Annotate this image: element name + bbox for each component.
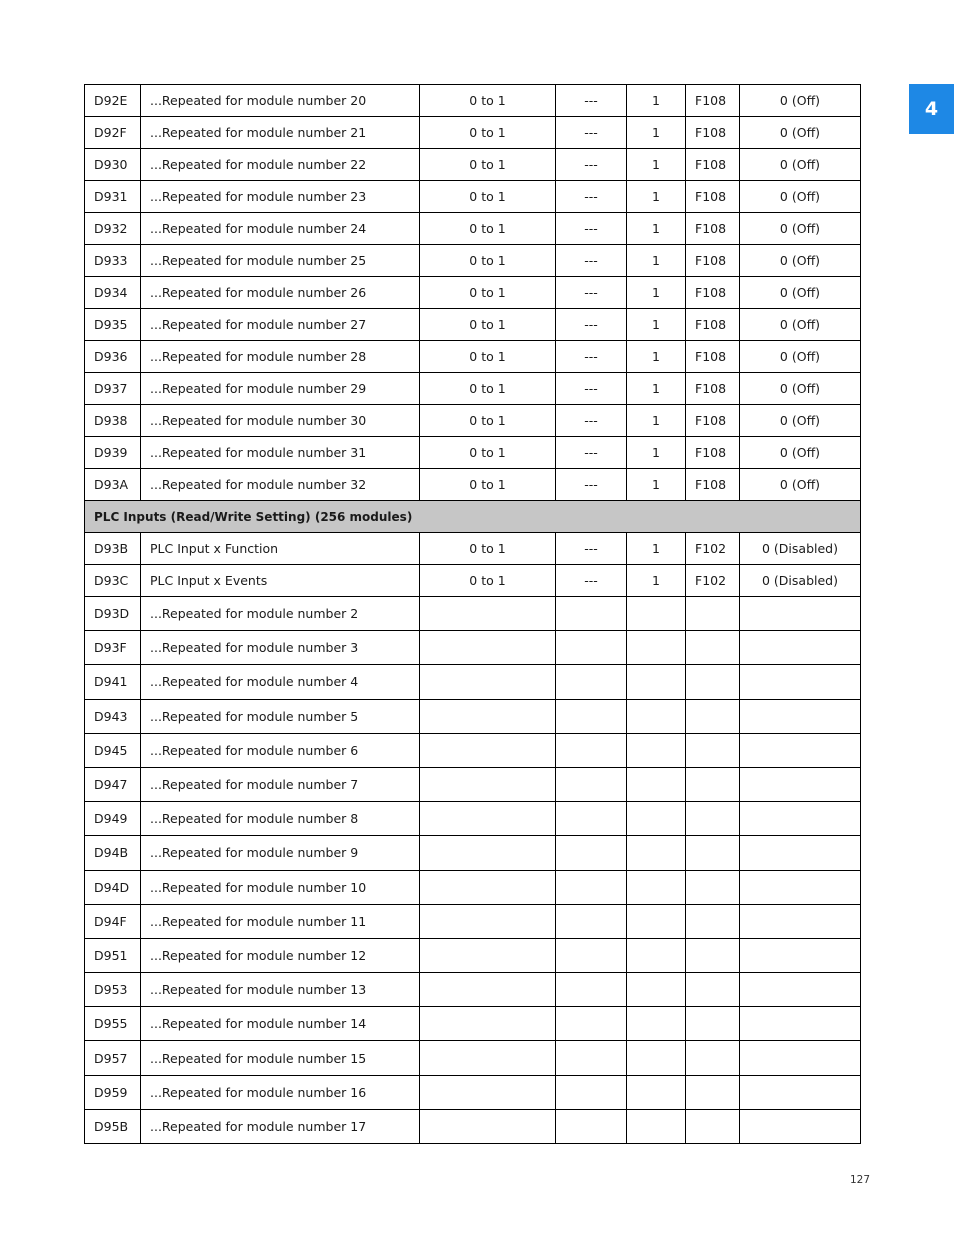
register-description: PLC Input x Function [141, 533, 420, 565]
value-range [420, 597, 556, 631]
value-range [420, 1109, 556, 1143]
value-range: 0 to 1 [420, 533, 556, 565]
table-row [85, 733, 861, 767]
section-heading-row [85, 501, 861, 533]
step: 1 [627, 309, 686, 341]
register-address: D930 [85, 149, 141, 181]
units [556, 802, 627, 836]
value-range [420, 870, 556, 904]
register-description: ...Repeated for module number 12 [141, 938, 420, 972]
format-code: F108 [686, 149, 740, 181]
register-address: D95B [85, 1109, 141, 1143]
units: --- [556, 405, 627, 437]
step: 1 [627, 149, 686, 181]
register-address: D935 [85, 309, 141, 341]
register-address: D93D [85, 597, 141, 631]
register-table [84, 84, 861, 1144]
value-range: 0 to 1 [420, 437, 556, 469]
value-range [420, 665, 556, 699]
format-code [686, 699, 740, 733]
register-description: ...Repeated for module number 20 [141, 85, 420, 117]
register-description: ...Repeated for module number 16 [141, 1075, 420, 1109]
format-code [686, 665, 740, 699]
value-range: 0 to 1 [420, 149, 556, 181]
register-description: ...Repeated for module number 21 [141, 117, 420, 149]
format-code [686, 802, 740, 836]
register-description: ...Repeated for module number 17 [141, 1109, 420, 1143]
default-value: 0 (Off) [740, 213, 861, 245]
register-address: D955 [85, 1007, 141, 1041]
value-range [420, 631, 556, 665]
units: --- [556, 565, 627, 597]
units: --- [556, 149, 627, 181]
units [556, 836, 627, 870]
step [627, 904, 686, 938]
register-description: ...Repeated for module number 2 [141, 597, 420, 631]
register-description: ...Repeated for module number 28 [141, 341, 420, 373]
format-code: F108 [686, 245, 740, 277]
default-value: 0 (Off) [740, 117, 861, 149]
value-range: 0 to 1 [420, 341, 556, 373]
default-value: 0 (Off) [740, 309, 861, 341]
register-description: ...Repeated for module number 7 [141, 767, 420, 801]
default-value: 0 (Off) [740, 277, 861, 309]
format-code: F108 [686, 405, 740, 437]
units [556, 1007, 627, 1041]
step [627, 631, 686, 665]
units: --- [556, 341, 627, 373]
table-row [85, 631, 861, 665]
format-code [686, 973, 740, 1007]
register-address: D94D [85, 870, 141, 904]
default-value: 0 (Off) [740, 437, 861, 469]
register-address: D932 [85, 213, 141, 245]
default-value [740, 733, 861, 767]
value-range: 0 to 1 [420, 405, 556, 437]
step: 1 [627, 245, 686, 277]
table-row [85, 904, 861, 938]
register-description: ...Repeated for module number 6 [141, 733, 420, 767]
register-description: ...Repeated for module number 15 [141, 1041, 420, 1075]
format-code: F108 [686, 469, 740, 501]
default-value [740, 836, 861, 870]
register-description: ...Repeated for module number 32 [141, 469, 420, 501]
value-range: 0 to 1 [420, 277, 556, 309]
register-description: ...Repeated for module number 5 [141, 699, 420, 733]
register-address: D934 [85, 277, 141, 309]
step: 1 [627, 565, 686, 597]
step: 1 [627, 213, 686, 245]
format-code [686, 767, 740, 801]
default-value [740, 665, 861, 699]
value-range [420, 938, 556, 972]
units [556, 1041, 627, 1075]
table-row [85, 938, 861, 972]
register-address: D93F [85, 631, 141, 665]
register-description: ...Repeated for module number 29 [141, 373, 420, 405]
register-address: D945 [85, 733, 141, 767]
default-value [740, 1109, 861, 1143]
default-value [740, 904, 861, 938]
units [556, 870, 627, 904]
table-row [85, 870, 861, 904]
step: 1 [627, 533, 686, 565]
register-description: ...Repeated for module number 24 [141, 213, 420, 245]
register-address: D931 [85, 181, 141, 213]
register-description: ...Repeated for module number 30 [141, 405, 420, 437]
step: 1 [627, 181, 686, 213]
format-code: F108 [686, 85, 740, 117]
table-row [85, 665, 861, 699]
register-address: D957 [85, 1041, 141, 1075]
format-code: F108 [686, 117, 740, 149]
register-address: D959 [85, 1075, 141, 1109]
register-description: ...Repeated for module number 9 [141, 836, 420, 870]
default-value [740, 938, 861, 972]
units [556, 767, 627, 801]
default-value [740, 631, 861, 665]
units [556, 1109, 627, 1143]
value-range: 0 to 1 [420, 373, 556, 405]
register-address: D93B [85, 533, 141, 565]
section-heading: PLC Inputs (Read/Write Setting) (256 modules) [85, 501, 861, 533]
value-range [420, 904, 556, 938]
step [627, 767, 686, 801]
format-code [686, 836, 740, 870]
units [556, 631, 627, 665]
register-description: ...Repeated for module number 8 [141, 802, 420, 836]
step [627, 973, 686, 1007]
step: 1 [627, 469, 686, 501]
default-value: 0 (Off) [740, 85, 861, 117]
register-description: PLC Input x Events [141, 565, 420, 597]
value-range: 0 to 1 [420, 565, 556, 597]
units [556, 973, 627, 1007]
format-code [686, 1041, 740, 1075]
table-row [85, 181, 861, 213]
default-value [740, 767, 861, 801]
register-address: D938 [85, 405, 141, 437]
default-value: 0 (Disabled) [740, 533, 861, 565]
register-description: ...Repeated for module number 27 [141, 309, 420, 341]
value-range: 0 to 1 [420, 85, 556, 117]
default-value: 0 (Off) [740, 405, 861, 437]
table-row [85, 469, 861, 501]
step: 1 [627, 117, 686, 149]
step [627, 733, 686, 767]
register-address: D937 [85, 373, 141, 405]
default-value [740, 1007, 861, 1041]
table-row [85, 565, 861, 597]
step [627, 802, 686, 836]
register-description: ...Repeated for module number 31 [141, 437, 420, 469]
register-address: D951 [85, 938, 141, 972]
table-row [85, 533, 861, 565]
units [556, 938, 627, 972]
table-row [85, 405, 861, 437]
table-row [85, 245, 861, 277]
units [556, 597, 627, 631]
table-row [85, 437, 861, 469]
table-row [85, 309, 861, 341]
table-row [85, 341, 861, 373]
format-code [686, 1075, 740, 1109]
format-code: F102 [686, 565, 740, 597]
table-row [85, 836, 861, 870]
units [556, 699, 627, 733]
register-description: ...Repeated for module number 25 [141, 245, 420, 277]
register-description: ...Repeated for module number 3 [141, 631, 420, 665]
format-code: F102 [686, 533, 740, 565]
register-address: D939 [85, 437, 141, 469]
table-row [85, 1109, 861, 1143]
format-code: F108 [686, 277, 740, 309]
default-value: 0 (Off) [740, 245, 861, 277]
default-value [740, 973, 861, 1007]
default-value [740, 699, 861, 733]
step [627, 699, 686, 733]
table-row [85, 1041, 861, 1075]
register-address: D93C [85, 565, 141, 597]
register-address: D936 [85, 341, 141, 373]
format-code [686, 938, 740, 972]
register-description: ...Repeated for module number 10 [141, 870, 420, 904]
units: --- [556, 533, 627, 565]
value-range: 0 to 1 [420, 245, 556, 277]
page-number: 127 [849, 1174, 870, 1186]
register-address: D92F [85, 117, 141, 149]
table-row [85, 597, 861, 631]
format-code [686, 597, 740, 631]
step [627, 1041, 686, 1075]
units: --- [556, 181, 627, 213]
default-value: 0 (Off) [740, 341, 861, 373]
units: --- [556, 85, 627, 117]
table-row [85, 277, 861, 309]
format-code [686, 1007, 740, 1041]
register-address: D949 [85, 802, 141, 836]
format-code [686, 733, 740, 767]
table-row [85, 149, 861, 181]
step: 1 [627, 277, 686, 309]
format-code: F108 [686, 341, 740, 373]
table-row [85, 85, 861, 117]
value-range: 0 to 1 [420, 213, 556, 245]
register-description: ...Repeated for module number 11 [141, 904, 420, 938]
step [627, 836, 686, 870]
table-row [85, 213, 861, 245]
table-row [85, 699, 861, 733]
register-address: D953 [85, 973, 141, 1007]
units: --- [556, 213, 627, 245]
register-address: D933 [85, 245, 141, 277]
step [627, 870, 686, 904]
step: 1 [627, 341, 686, 373]
default-value: 0 (Disabled) [740, 565, 861, 597]
value-range [420, 1075, 556, 1109]
format-code [686, 1109, 740, 1143]
register-description: ...Repeated for module number 13 [141, 973, 420, 1007]
value-range: 0 to 1 [420, 309, 556, 341]
default-value [740, 802, 861, 836]
value-range [420, 1041, 556, 1075]
default-value [740, 1041, 861, 1075]
units: --- [556, 309, 627, 341]
default-value: 0 (Off) [740, 149, 861, 181]
value-range [420, 973, 556, 1007]
value-range: 0 to 1 [420, 469, 556, 501]
format-code: F108 [686, 309, 740, 341]
units [556, 904, 627, 938]
step: 1 [627, 373, 686, 405]
register-description: ...Repeated for module number 22 [141, 149, 420, 181]
register-address: D92E [85, 85, 141, 117]
units: --- [556, 117, 627, 149]
format-code: F108 [686, 213, 740, 245]
step: 1 [627, 85, 686, 117]
units: --- [556, 373, 627, 405]
value-range: 0 to 1 [420, 181, 556, 213]
units: --- [556, 277, 627, 309]
default-value: 0 (Off) [740, 469, 861, 501]
step [627, 597, 686, 631]
table-row [85, 973, 861, 1007]
step [627, 1075, 686, 1109]
register-address: D94F [85, 904, 141, 938]
default-value: 0 (Off) [740, 181, 861, 213]
register-address: D947 [85, 767, 141, 801]
units [556, 1075, 627, 1109]
units: --- [556, 469, 627, 501]
units: --- [556, 245, 627, 277]
table-row [85, 802, 861, 836]
value-range [420, 802, 556, 836]
format-code [686, 631, 740, 665]
format-code: F108 [686, 181, 740, 213]
table-row [85, 117, 861, 149]
table-row [85, 1007, 861, 1041]
default-value [740, 1075, 861, 1109]
value-range [420, 733, 556, 767]
default-value: 0 (Off) [740, 373, 861, 405]
format-code: F108 [686, 373, 740, 405]
step: 1 [627, 437, 686, 469]
format-code [686, 904, 740, 938]
format-code [686, 870, 740, 904]
value-range [420, 1007, 556, 1041]
register-address: D943 [85, 699, 141, 733]
value-range [420, 836, 556, 870]
register-description: ...Repeated for module number 26 [141, 277, 420, 309]
value-range [420, 699, 556, 733]
chapter-tab: 4 [909, 84, 954, 134]
units [556, 733, 627, 767]
value-range [420, 767, 556, 801]
table-row [85, 1075, 861, 1109]
table-row [85, 373, 861, 405]
register-address: D93A [85, 469, 141, 501]
table-row [85, 767, 861, 801]
step [627, 1109, 686, 1143]
step: 1 [627, 405, 686, 437]
default-value [740, 870, 861, 904]
register-description: ...Repeated for module number 14 [141, 1007, 420, 1041]
register-description: ...Repeated for module number 23 [141, 181, 420, 213]
format-code: F108 [686, 437, 740, 469]
units [556, 665, 627, 699]
value-range: 0 to 1 [420, 117, 556, 149]
step [627, 1007, 686, 1041]
register-address: D94B [85, 836, 141, 870]
units: --- [556, 437, 627, 469]
register-description: ...Repeated for module number 4 [141, 665, 420, 699]
step [627, 665, 686, 699]
register-address: D941 [85, 665, 141, 699]
step [627, 938, 686, 972]
default-value [740, 597, 861, 631]
